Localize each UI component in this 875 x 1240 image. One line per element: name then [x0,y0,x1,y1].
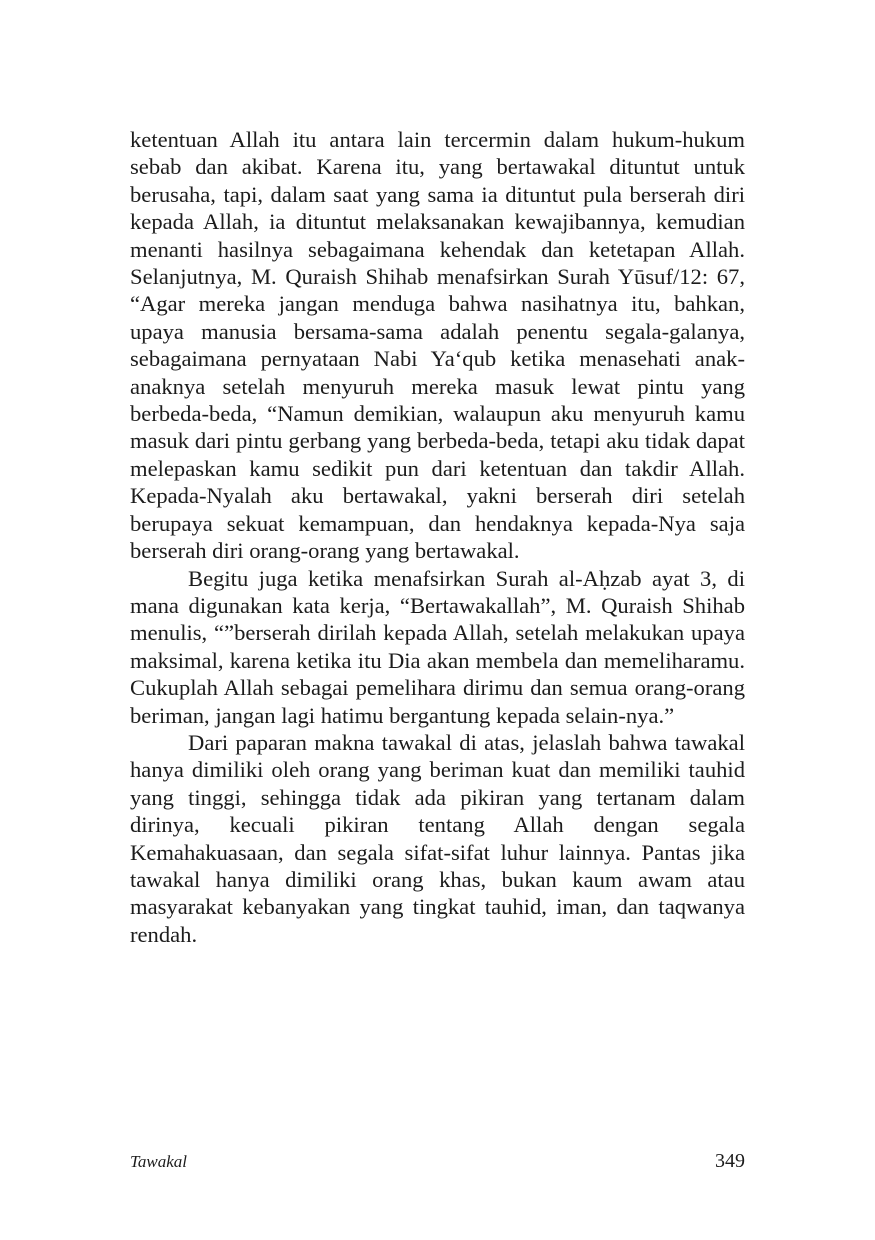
body-text [130,126,745,948]
paragraph-al-ahzab: Begitu juga ketika menafsirkan Surah al-Aḥzab ayat 3, di mana digunakan kata kerja, “Bertawakallah”, M. Quraish Shihab menulis, “”berserah dirilah kepada Allah, setelah melakukan upaya maksimal, karena ketika itu Dia akan membela dan memeliharamu. Cukuplah Allah sebagai pemelihara dirimu dan semua orang-orang beriman, jangan lagi hatimu bergantung kepada selain-nya.” [130,565,745,728]
running-title: Tawakal [130,1152,188,1171]
paragraph-conclusion: Dari paparan makna tawakal di atas, jelaslah bahwa tawakal hanya dimiliki oleh orang yang beriman kuat dan memiliki tauhid yang tinggi, sehingga tidak ada pikiran yang tertanam dalam dirinya, kecuali pikiran tentang Allah dengan segala Kemahakuasaan, dan segala sifat-sifat luhur lainnya. Pantas jika tawakal hanya dimiliki orang khas, bukan kaum awam atau masyarakat kebanyakan yang tingkat tauhid, iman, dan taqwanya rendah. [130,729,745,947]
page-number: 349 [715,1150,745,1172]
page-footer [130,1152,745,1178]
paragraph-continued: ketentuan Allah itu antara lain tercermin dalam hukum-hukum sebab dan akibat. Karena itu, yang bertawakal dituntut untuk berusaha, tapi, dalam saat yang sama ia dituntut pula berserah diri kepada Allah, ia dituntut melaksanakan kewajibannya, kemudian menanti hasilnya sebagaimana kehendak dan ketetapan Allah. Selanjutnya, M. Quraish Shihab menafsirkan Surah Yūsuf/12: 67, “Agar mereka jangan menduga bahwa nasihatnya itu, bahkan, upaya manusia bersama-sama adalah penentu segala-galanya, sebagaimana pernyataan Nabi Ya‘qub ketika menasehati anak-anaknya setelah menyuruh mereka masuk lewat pintu yang berbeda-beda, “Namun demikian, walaupun aku menyuruh kamu masuk dari pintu gerbang yang berbeda-beda, tetapi aku tidak dapat melepaskan kamu sedikit pun dari ketentuan dan takdir Allah. Kepada-Nyalah aku bertawakal, yakni berserah diri setelah berupaya sekuat kemampuan, dan hendaknya kepada-Nya saja berserah diri orang-orang yang bertawakal. [130,127,745,564]
